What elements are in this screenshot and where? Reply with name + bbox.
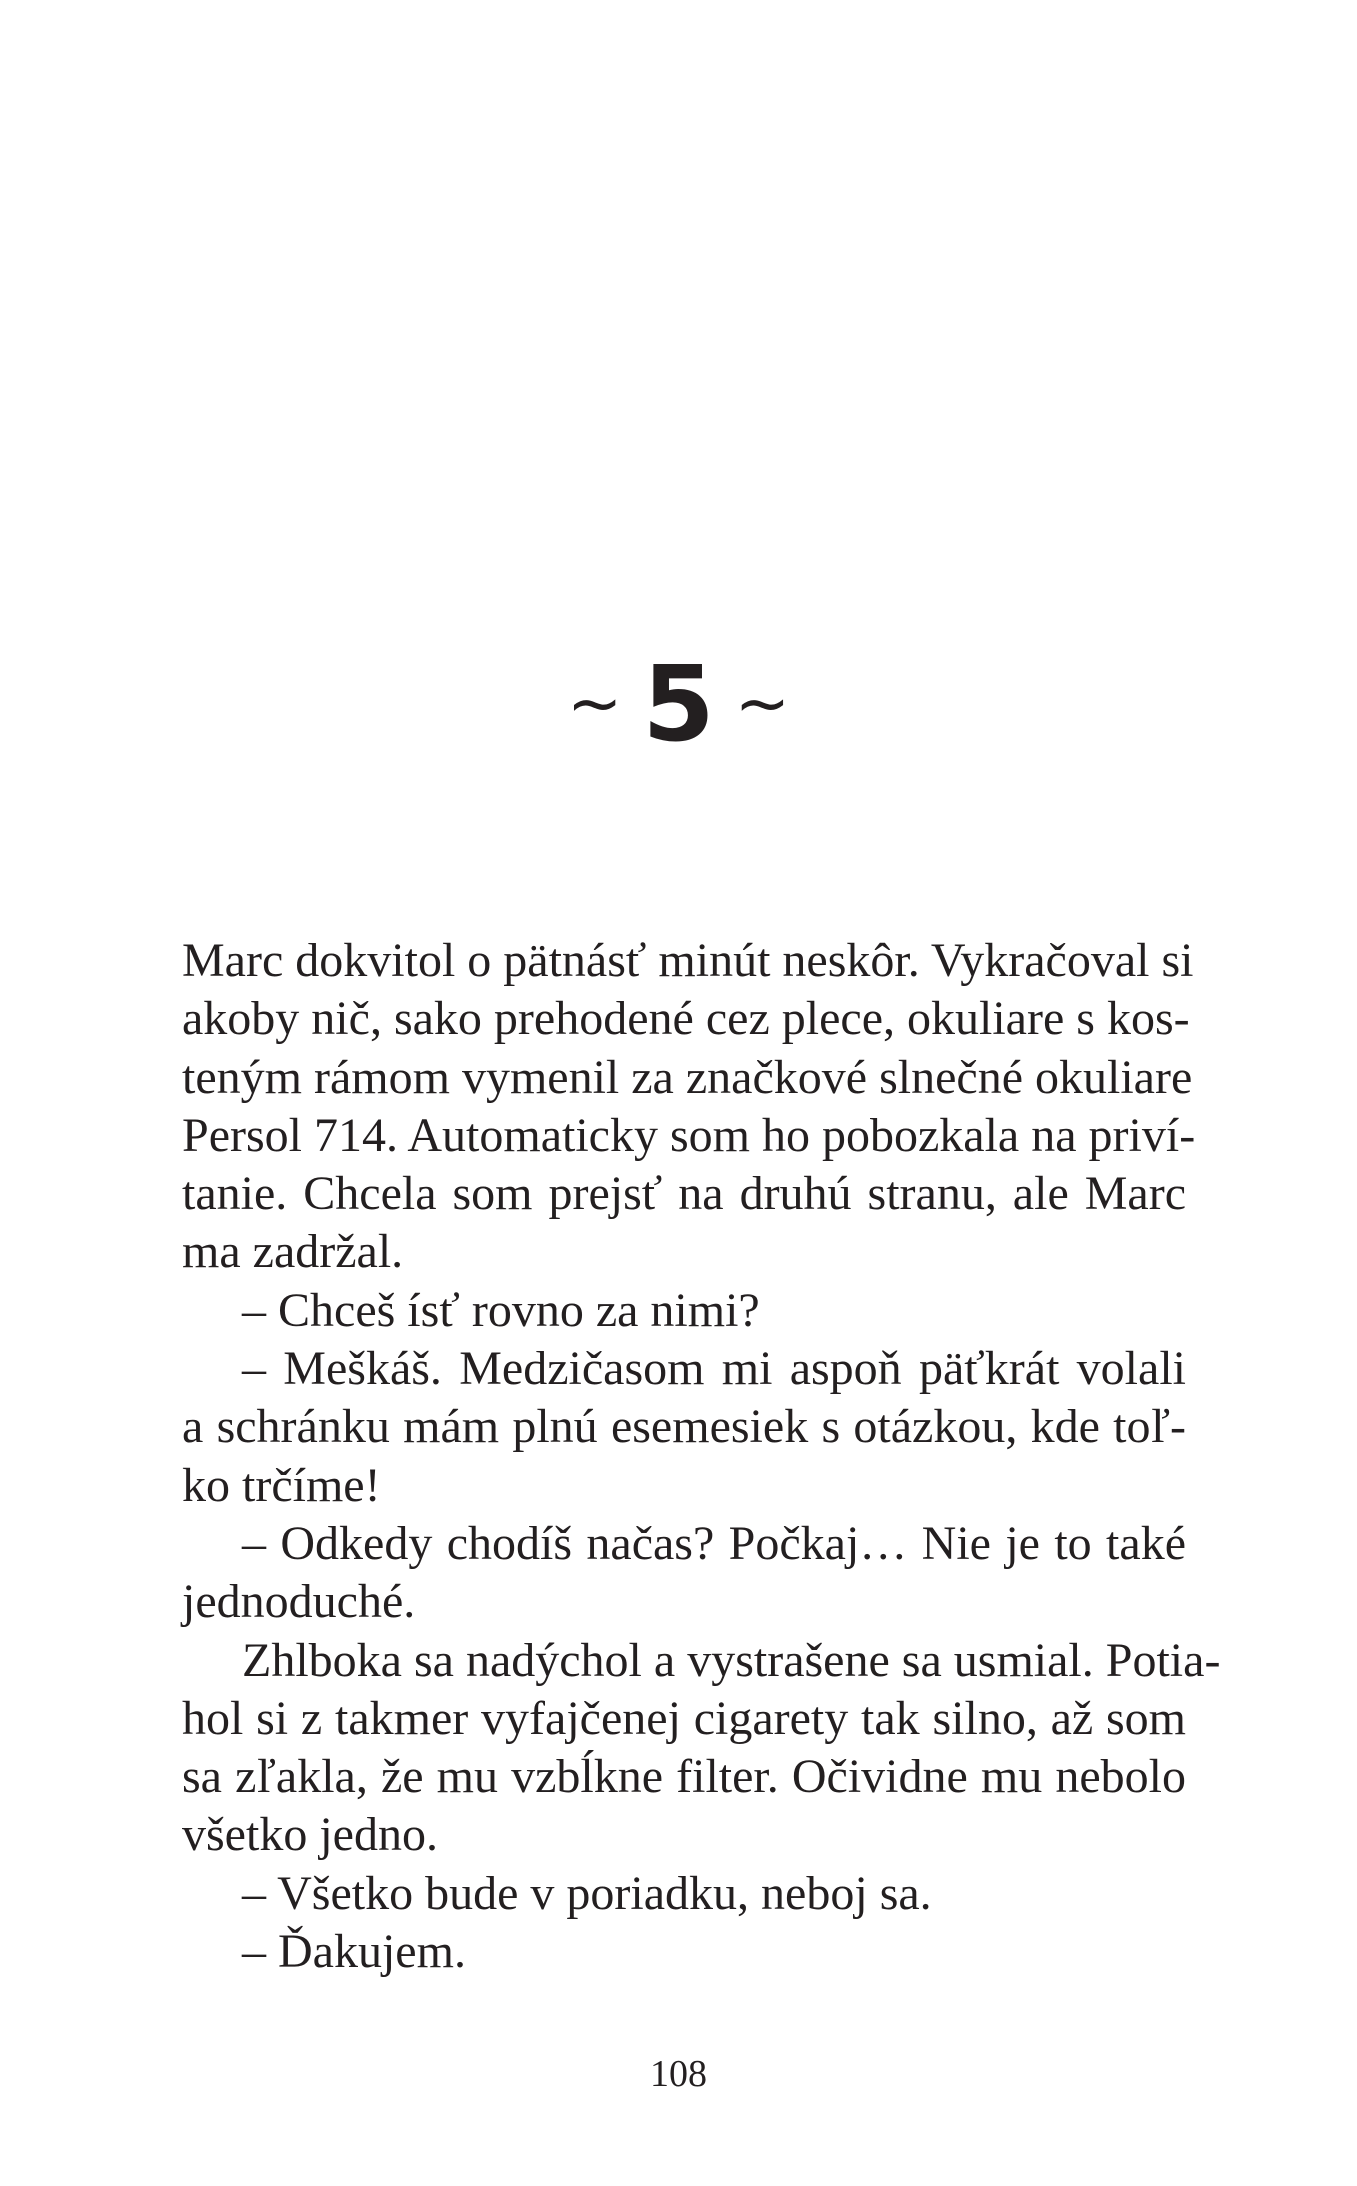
text-line: – Odkedy chodíš načas? Počkaj… Nie je to také xyxy=(242,1516,1186,1570)
text-line: tanie. Chcela som prejsť na druhú stranu, ale Marc xyxy=(182,1167,1186,1221)
chapter-number: 5 xyxy=(642,643,715,765)
text-line: jednoduché. xyxy=(182,1575,416,1629)
text-line: ma zadržal. xyxy=(182,1225,404,1279)
text-line: Zhlboka sa nadýchol a vystrašene sa usmial. Potia- xyxy=(242,1633,1221,1687)
chapter-tilde-left: ~ xyxy=(567,665,623,742)
text-line: – Všetko bude v poriadku, neboj sa. xyxy=(242,1866,932,1920)
chapter-tilde-right: ~ xyxy=(734,665,790,742)
text-line: – Ďakujem. xyxy=(242,1925,466,1979)
text-line: hol si z takmer vyfajčenej cigarety tak silno, až som xyxy=(182,1691,1186,1745)
text-line: teným rámom vymenil za značkové slnečné okuliare xyxy=(182,1050,1193,1104)
text-line: Persol 714. Automaticky som ho pobozkala na priví- xyxy=(182,1108,1196,1162)
text-line: – Meškáš. Medzičasom mi aspoň päťkrát volali xyxy=(242,1342,1186,1396)
text-line: Marc dokvitol o pätnásť minút neskôr. Vykračoval si xyxy=(182,934,1194,987)
text-line: ko trčíme! xyxy=(182,1458,381,1512)
text-line: akoby nič, sako prehodené cez plece, okuliare s kos- xyxy=(182,992,1190,1046)
text-line: všetko jedno. xyxy=(182,1808,438,1862)
text-line: sa zľakla, že mu vzbĺkne filter. Očividne mu nebolo xyxy=(182,1750,1186,1804)
page-number: 108 xyxy=(650,2053,707,2095)
text-line: a schránku mám plnú esemesiek s otázkou, kde toľ- xyxy=(182,1400,1186,1454)
body-text xyxy=(182,932,1221,1981)
chapter-heading xyxy=(0,643,1357,765)
text-line: – Chceš ísť rovno za nimi? xyxy=(242,1283,760,1337)
